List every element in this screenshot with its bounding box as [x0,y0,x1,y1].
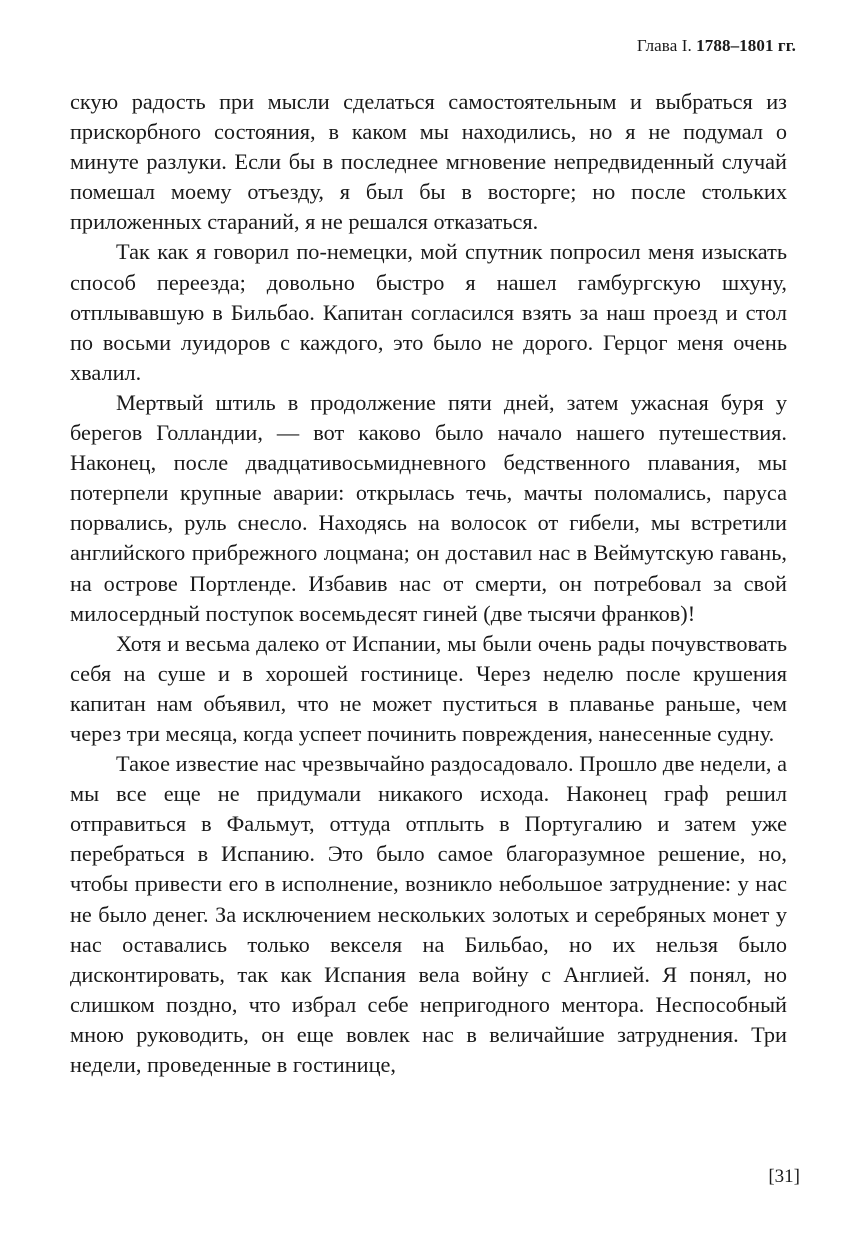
paragraph-5: Такое известие нас чрезвычайно раздосадовало. Прошло две недели, а мы все еще не придумали никакого исхода. Наконец граф решил отправиться в Фальмут, оттуда отплыть в Португалию и затем уже перебраться в Испанию. Это было самое благоразумное решение, но, чтобы привести его в исполнение, возникло небольшое затруднение: у нас не было денег. За исключением нескольких золотых и серебряных монет у нас оставались только векселя на Бильбао, но их нельзя было дисконтировать, так как Испания вела войну с Англией. Я понял, но слишком поздно, что избрал себе непригодного ментора. Неспособный мною руководить, он еще вовлек нас в величайшие затруднения. Три недели, проведенные в гостинице, [70,751,787,1077]
running-header-chapter: Глава I. [636,36,692,55]
paragraph-1: скую радость при мысли сделаться самостоятельным и выбраться из прискорбного состояния, в каком мы находились, но я не подумал о минуте разлуки. Если бы в последнее мгновение непредвиденный случай помешал моему отъезду, я был бы в восторге; но после стольких приложенных стараний, я не решался отказаться. [70,89,787,235]
running-header [637,36,796,56]
paragraph-4: Хотя и весьма далеко от Испании, мы были очень рады почувствовать себя на суше и в хорошей гостинице. Через неделю после крушения капитан нам объявил, что не может пуститься в плаванье раньше, чем через три месяца, когда успеет починить повреждения, нанесенные судну. [70,630,787,746]
body-text [70,87,787,1080]
paragraph-3: Мертвый штиль в продолжение пяти дней, затем ужасная буря у берегов Голландии, — вот каково было начало нашего путешествия. Наконец, после двадцативосьмидневного бедственного плавания, мы потерпели крупные аварии: открылась течь, мачты поломались, паруса порвались, руль снесло. Находясь на волосок от гибели, мы встретили английского прибрежного лоцмана; он доставил нас в Веймутскую гавань, на острове Портленде. Избавив нас от смерти, он потребовал за свой милосердный поступок восемьдесят гиней (две тысячи франков)! [70,389,787,626]
paragraph-2: Так как я говорил по-немецки, мой спутник попросил меня изыскать способ переезда; довольно быстро я нашел гамбургскую шхуну, отплывавшую в Бильбао. Капитан согласился взять за наш проезд и стол по восьми луидоров с каждого, это было не дорого. Герцог меня очень хвалил. [70,239,787,385]
page-number: [31] [768,1166,800,1187]
running-header-years: 1788–1801 гг. [696,36,796,55]
